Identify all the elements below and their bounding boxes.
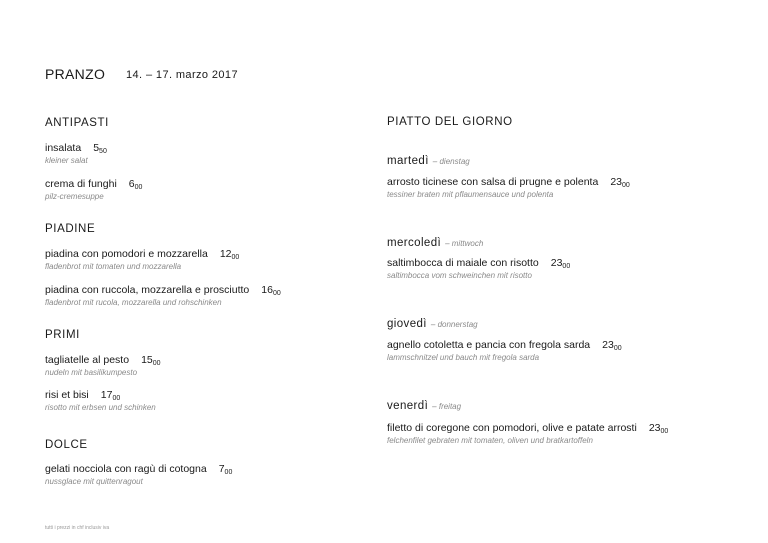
day-name: mercoledì — [387, 237, 442, 249]
item-name: gelati nocciola con ragù di cotogna — [45, 463, 207, 475]
section-title-antipasti: ANTIPASTI — [45, 117, 109, 129]
day-name-de: – donnerstag — [430, 320, 478, 329]
item-price: $23_{00}$ — [550, 257, 571, 270]
item-name: risi et bisi — [45, 389, 89, 401]
menu-item — [45, 389, 156, 412]
item-price: $16_{00}$ — [261, 284, 281, 297]
menu-item — [45, 354, 161, 377]
item-price: $17_{00}$ — [100, 389, 121, 402]
item-translation: saltimbocca vom schweinchen mit risotto — [387, 271, 532, 280]
item-translation: nudeln mit basilikumpesto — [45, 368, 138, 377]
item-price: $23_{00}$ — [648, 422, 669, 435]
day-name: giovedì — [387, 318, 427, 330]
item-price: $6_{00}$ — [128, 178, 143, 191]
menu-item — [387, 422, 668, 445]
section-title-primi: PRIMI — [45, 329, 80, 341]
menu-item — [45, 178, 142, 201]
item-price: $23_{00}$ — [610, 176, 630, 189]
item-translation: kleiner salat — [45, 156, 88, 165]
item-price: $15_{00}$ — [141, 354, 161, 367]
item-name: piadina con ruccola, mozzarella e prosciutto — [45, 284, 250, 296]
section-title-piatto: PIATTO DEL GIORNO — [387, 116, 513, 128]
item-translation: lammschnitzel und bauch mit fregola sarda — [387, 353, 540, 362]
menu-item — [45, 284, 281, 307]
day-heading — [387, 314, 478, 332]
item-name: saltimbocca di maiale con risotto — [387, 257, 539, 269]
item-translation: felchenfilet gebraten mit tomaten, oliven und bratkartoffeln — [387, 436, 593, 445]
item-price: $7_{00}$ — [218, 463, 233, 476]
item-price: $5_{50}$ — [93, 142, 107, 155]
date-range: 14. – 17. marzo 2017 — [126, 69, 238, 81]
day-name: venerdì — [387, 400, 429, 412]
day-name-de: – mittwoch — [445, 239, 484, 248]
item-price: $23_{00}$ — [602, 339, 622, 352]
item-translation: pilz-cremesuppe — [45, 192, 104, 201]
item-name: crema di funghi — [45, 178, 117, 190]
item-translation: tessiner braten mit pflaumensauce und polenta — [387, 190, 554, 199]
item-translation: fladenbrot mit tomaten und mozzarella — [45, 262, 182, 271]
menu-item — [387, 339, 622, 362]
day-name: martedì — [387, 155, 429, 167]
footer-note: tutti i prezzi in chf inclusiv iva — [45, 525, 110, 531]
section-title-piadine: PIADINE — [45, 223, 96, 235]
item-translation: fladenbrot mit rucola, mozzarella und rohschinken — [45, 298, 222, 307]
item-name: arrosto ticinese con salsa di prugne e polenta — [387, 176, 599, 188]
day-name-de: – dienstag — [432, 157, 470, 166]
day-heading — [387, 233, 483, 251]
item-name: filetto di coregone con pomodori, olive e patate arrosti — [387, 422, 637, 434]
item-name: insalata — [45, 142, 82, 154]
item-price: $12_{00}$ — [219, 248, 240, 261]
menu-item — [45, 463, 232, 486]
item-name: agnello cotoletta e pancia con fregola sarda — [387, 339, 591, 351]
menu-item — [387, 176, 630, 199]
item-translation: risotto mit erbsen und schinken — [45, 403, 156, 412]
item-name: tagliatelle al pesto — [45, 354, 130, 366]
day-name-de: – freitag — [432, 402, 462, 411]
menu-item — [45, 142, 107, 165]
page-title: PRANZO — [45, 66, 106, 82]
day-heading — [387, 396, 461, 414]
menu-item — [387, 257, 570, 280]
section-title-dolce: DOLCE — [45, 439, 88, 451]
day-heading — [387, 151, 470, 169]
item-translation: nussglace mit quittenragout — [45, 477, 143, 486]
menu-item — [45, 248, 239, 271]
item-name: piadina con pomodori e mozzarella — [45, 248, 208, 260]
